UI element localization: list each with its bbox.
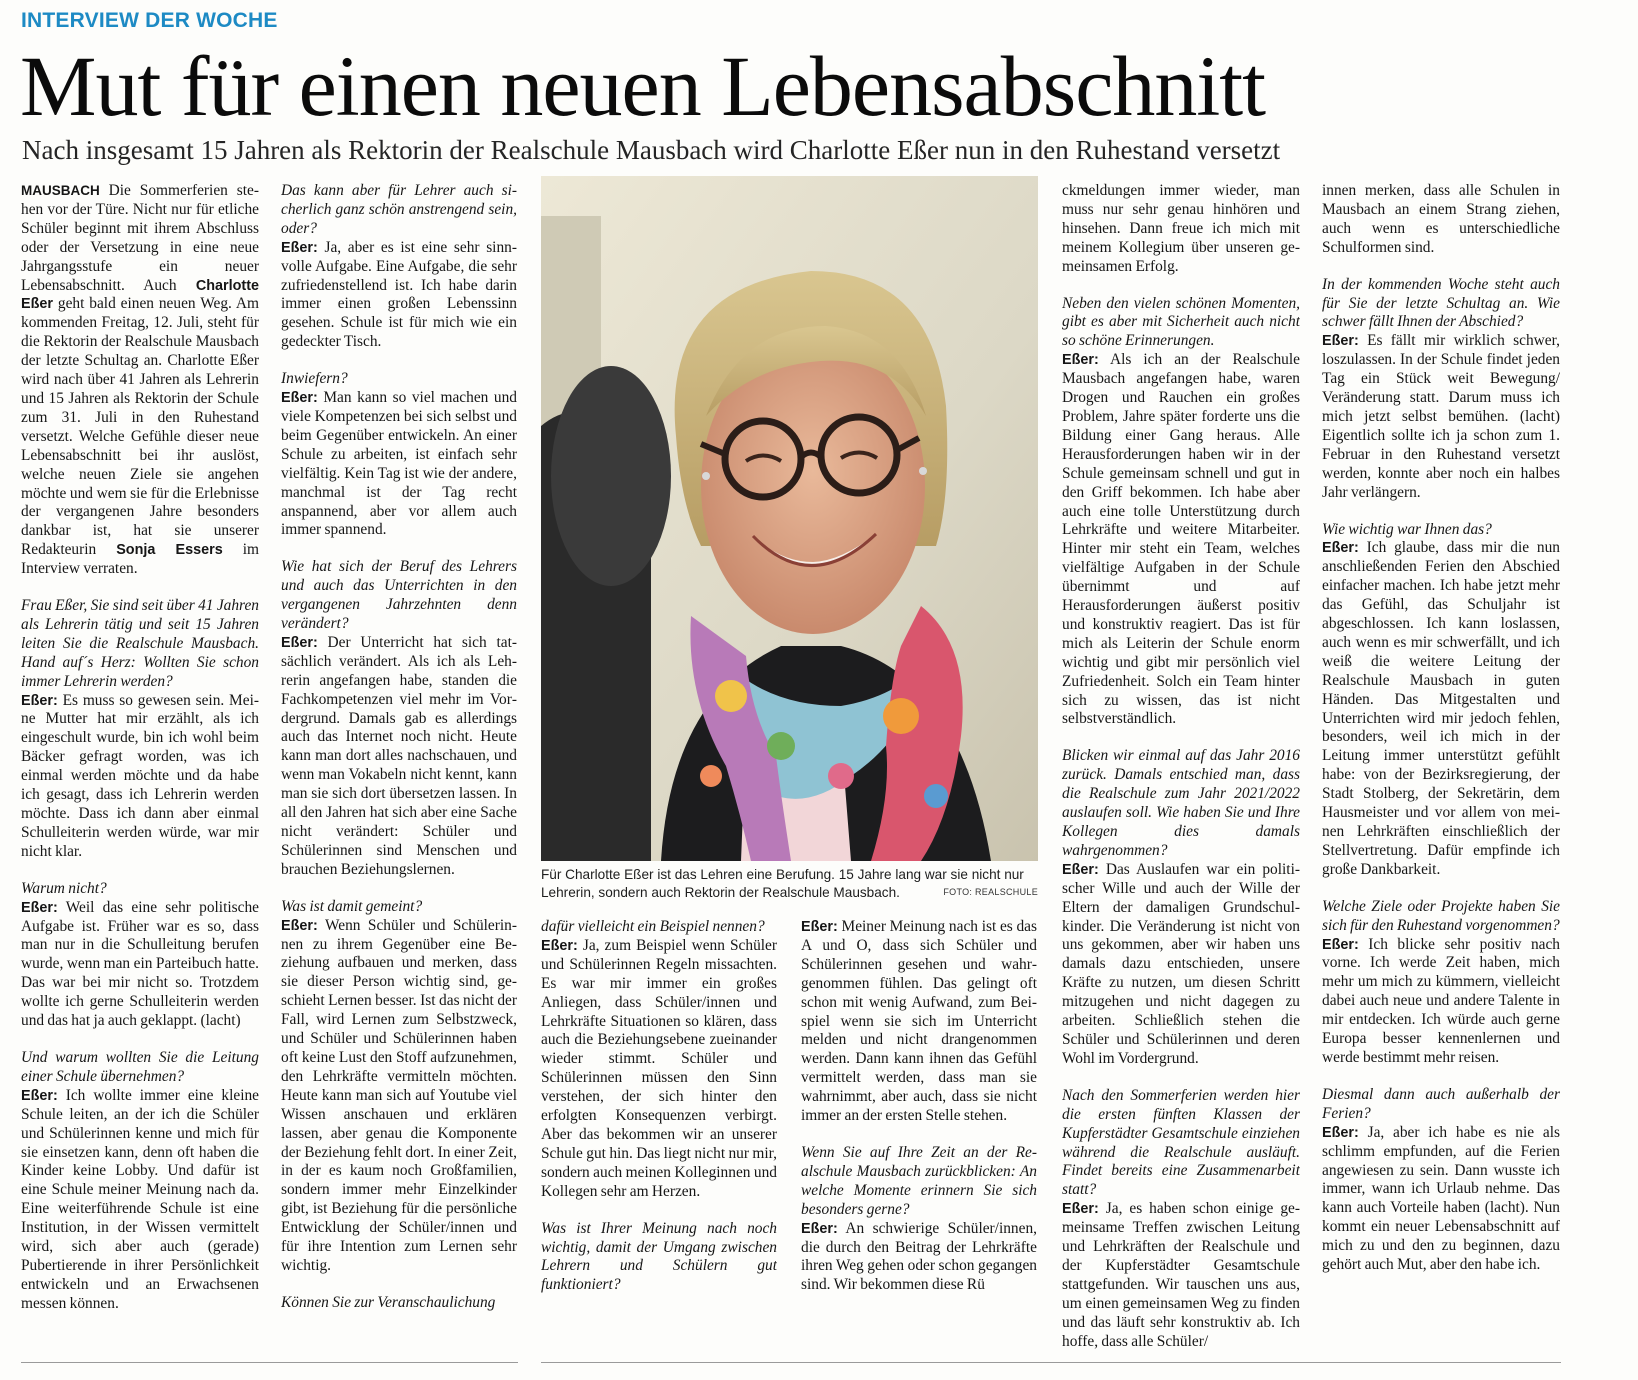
answer: Eßer: Es muss so gewesen sein. Meine Mutter hat mir erzählt, als ich eingeschult wurde, bin ich wohl beim Bäcker gefragt worden, was ich einmal werden möchte und da habe ich gesagt, dass ich Lehrerin werden möchte. Dass ich dann aber einmal Schulleiterin werden würde, war mir nicht klar.	[21, 691, 259, 860]
subheadline: Nach insgesamt 15 Jahren als Rektorin der Realschule Mausbach wird Charlotte Eßer nun in den Ruhestand versetzt	[22, 135, 1281, 165]
article-column-2	[281, 182, 517, 1360]
question: Was ist Ihrer Meinung nach noch wichtig, damit der Umgang zwischen Lehrern und Schülern gut funktioniert?	[541, 1219, 777, 1294]
answer: Eßer: Meiner Meinung nach ist es das A und O, dass sich Schüler und Schülerinnen gesehen und wahrgenommen fühlen. Das gelingt oft schon mit wenig Aufwand, zum Beispiel wenn sie sich im Unterricht melden und nicht drangenommen werden. Dann kann ihnen das Gefühl vermittelt werden, dass man sie wahrnimmt, aber auch, dass sie nicht immer an der ersten Stelle stehen.	[801, 918, 1037, 1125]
answer: Eßer: Das Auslaufen war ein politischer Wille und auch der Wille der Eltern der damaligen Grundschulkinder. Die Veränderung ist nicht von uns gekommen, aber wir haben uns damals dazu entschieden, unsere Kräfte zu nutzen, um diesen Schritt mitzugehen und nicht dagegen zu arbeiten. Schließlich stehen die Schüler und Schülerinnen und deren Wohl im Vordergrund.	[1062, 860, 1300, 1067]
speaker-label: Eßer:	[21, 899, 58, 916]
speaker-label: Eßer:	[1322, 1124, 1359, 1141]
article-column-6	[1322, 182, 1560, 1360]
portrait-photo	[541, 176, 1038, 861]
question: Was ist damit gemeint?	[281, 897, 423, 915]
question: Und warum wollten Sie die Leitung einer Schule übernehmen?	[21, 1048, 259, 1085]
bottom-rule	[541, 1362, 1561, 1363]
person-name: Charlotte Eßer	[21, 277, 259, 313]
article-column-1	[21, 182, 259, 1360]
photo-caption	[541, 866, 1038, 902]
question: Nach den Sommerferien werden hier die ersten fünften Klassen der Kupferstädter Gesamtschule einziehen während die Realschule ausläuft. Findet bereits eine Zusammenarbeit statt?	[1062, 1086, 1300, 1199]
question-end: dafür vielleicht ein Beispiel nennen?	[541, 918, 765, 935]
answer-continued: innen merken, dass alle Schulen in Mausbach an einem Strang ziehen, auch wenn es unterschiedliche Schulformen sind.	[1322, 182, 1560, 256]
question: In der kommenden Woche steht auch für Sie der letzte Schultag an. Wie schwer fällt Ihnen der Abschied?	[1322, 275, 1560, 331]
speaker-label: Eßer:	[541, 937, 578, 954]
question: Blicken wir einmal auf das Jahr 2016 zurück. Damals entschied man, dass die Realschule zum Jahr 2021/2022 auslaufen soll. Wie haben Sie und Ihre Kollegen dies damals wahrgenommen?	[1062, 747, 1300, 859]
speaker-label: Eßer:	[1062, 861, 1099, 878]
portrait-illustration	[541, 176, 1038, 861]
answer: Eßer: An schwierige Schüler/innen, die durch den Beitrag der Lehrkräfte ihren Weg gehen oder schon gegangen sind. Wir bekommen diese Rü	[801, 1219, 1037, 1294]
bottom-rule	[21, 1362, 518, 1363]
question: Warum nicht?	[21, 879, 107, 897]
answer: Eßer: Als ich an der Realschule Mausbach angefangen habe, waren Drogen und Rauchen ein großes Problem, Jahre später forderte uns die Bildung einer Gang heraus. Alle Herausforderungen haben wir in der Schule gemeinsam schnell und gut in den Griff bekommen. Ich habe aber auch eine tolle Unterstützung durch Lehrkräfte und weitere Mitarbeiter. Hinter mir steht ein Team, welches vielfältige Aufgaben in der Schule übernimmt und auf Herausforderungen äußerst positiv und konstruktiv reagiert. Das ist für mich als Leiterin der Schule enorm wichtig und gibt mir persönlich viel Zufriedenheit. Solch ein Team hinter sich zu wissen, das ist nicht selbstverständlich.	[1062, 351, 1300, 728]
answer: Eßer: Ich wollte immer eine kleine Schule leiten, an der ich die Schüler und Schülerinnen kenne und mich für sie einsetzen kann, denn oft haben die Kinder keine Lobby. Und dafür ist eine Schule meiner Meinung nach da. Eine weiterführende Schule ist eine Institution, in der Wissen vermittelt wird, sich aber auch (gerade) Pubertierende in ihrer Persönlichkeit entwickeln und an Erwachsenen messen können.	[21, 1086, 259, 1312]
question: Wie wichtig war Ihnen das?	[1322, 520, 1492, 538]
caption-text: Für Charlotte Eßer ist das Lehren eine Berufung. 15 Jahre lang war sie nicht nur Lehrerin, sondern auch Rektorin der Realschule Mausbach.	[541, 867, 1024, 900]
answer: Eßer: Wenn Schüler und Schülerinnen zu ihrem Gegenüber eine Beziehung aufbauen und merken, dass sie dieser Person wichtig sind, geschieht Lernen besser. Ist das nicht der Fall, wird Lernen zum Selbstzweck, und Schüler und Schülerinnen haben oft keine Lust den Stoff aufzunehmen, den Lehrkräfte vermitteln möchten. Heute kann man sich auf Youtube viel Wissen anschauen und erklären lassen, aber genau die Komponente der Beziehung fehlt dort. In einer Zeit, in der es kaum noch Großfamilien, sondern immer mehr Einzelkinder gibt, ist Beziehung für die persönliche Entwicklung der Schüler/innen und für ihre Intention zum Lernen sehr wichtig.	[281, 916, 517, 1274]
headline: Mut für einen neuen Lebensabschnitt	[20, 38, 1266, 134]
question: Inwiefern?	[281, 370, 348, 388]
article-column-5	[1062, 182, 1300, 1360]
answer: Eßer: Ja, aber es ist eine sehr sinnvolle Aufgabe. Eine Aufgabe, die sehr zufriedenstellend ist. Ich habe darin immer einen großen Lebenssinn gesehen. Schule ist für mich wie ein gedeckter Tisch.	[281, 238, 517, 351]
speaker-label: Eßer:	[281, 239, 318, 256]
answer: Eßer: Weil das eine sehr politische Aufgabe ist. Früher war es so, dass man nur in die Schulleitung berufen wurde, wenn man ein Parteibuch hatte. Das war bei mir nicht so. Trotzdem wollte ich gerne Schulleiterin werden und das hat ja auch geklappt. (lacht)	[21, 898, 259, 1030]
speaker-label: Eßer:	[1062, 352, 1099, 369]
section-kicker: INTERVIEW DER WOCHE	[21, 9, 278, 32]
author-name: Sonja Essers	[116, 542, 223, 559]
answer: Eßer: Der Unterricht hat sich tatsächlich verändert. Als ich als Lehrerin angefangen habe, standen die Fachkompetenzen viel mehr im Vordergrund. Damals gab es allerdings auch das Internet noch nicht. Heute kann man dort alles nachschauen, und wenn man Vokabeln nicht kennt, kann man sie sich dort übersetzen lassen. In all den Jahren hat sich aber eine Sache nicht verändert: Schüler und Schülerinnen sind Menschen und brauchen Beziehungslernen.	[281, 633, 517, 878]
speaker-label: Eßer:	[281, 390, 318, 407]
speaker-label: Eßer:	[21, 1087, 58, 1104]
article-column-3	[541, 918, 777, 1360]
question-start: Können Sie zur Veranschaulichung	[281, 1293, 496, 1311]
question: Frau Eßer, Sie sind seit über 41 Jahren als Lehrerin tätig und seit 15 Jahren leiten Sie die Realschule Mausbach. Hand auf´s Herz: Wollten Sie schon immer Lehrerin werden?	[21, 597, 259, 690]
answer-continued: ckmeldungen immer wieder, man muss nur sehr genau hinhören und hinsehen. Dann freue ich mich mit meinem Kollegium über unseren gemeinsamen Erfolg.	[1062, 182, 1300, 275]
speaker-label: Eßer:	[801, 1220, 838, 1237]
intro-paragraph: MAUSBACH Die Sommerferien stehen vor der Türe. Nicht nur für etliche Schüler beginnt mit ihrem Abschluss oder der Versetzung in eine neue Jahrgangsstufe ein neuer Lebensabschnitt. Auch Charlotte Eßer geht bald einen neuen Weg. Am kommenden Freitag, 12. Juli, steht für die Rektorin der Realschule Mausbach der letzte Schultag an. Charlotte Eßer wird nach über 41 Jahren als Lehrerin und 15 Jahren als Rektorin der Schule zum 31. Juli in den Ruhestand versetzt. Welche Gefühle dieser neue Lebensabschnitt bei ihr auslöst, welche neuen Ziele sie angehen möchte und wem sie für die Erlebnisse der vergangenen Jahre besonders dankbar ist, hat sie unserer Redakteurin Sonja Essers im Interview verraten.	[21, 182, 259, 578]
question: Welche Ziele oder Projekte haben Sie sich für den Ruhestand vorgenommen?	[1322, 897, 1560, 934]
article-column-4	[801, 918, 1037, 1360]
speaker-label: Eßer:	[21, 692, 58, 709]
speaker-label: Eßer:	[281, 917, 318, 934]
answer: Eßer: Man kann so viel machen und viele Kompetenzen bei sich selbst und beim Gegenüber entwickeln. An einer Schule zu arbeiten, ist einfach sehr vielfältig. Kein Tag ist wie der andere, manchmal ist der Tag recht anspannend, aber vor allem auch immer spannend.	[281, 389, 517, 539]
speaker-label: Eßer:	[801, 919, 838, 935]
speaker-label: Eßer:	[1062, 1201, 1099, 1218]
question: Neben den vielen schönen Momenten, gibt es aber mit Sicherheit auch nicht so schöne Erinnerungen.	[1062, 294, 1300, 350]
answer: Eßer: Ich blicke sehr positiv nach vorne. Ich werde Zeit haben, mich mehr um mich zu kümmern, vielleicht dabei auch neue und andere Talente in mir entdecken. Ich würde auch gerne Europa besser kennenlernen und werde bestimmt mehr reisen.	[1322, 935, 1560, 1066]
question: Das kann aber für Lehrer auch sicherlich ganz schön anstrengend sein, oder?	[281, 182, 517, 237]
answer: Eßer: Ja, zum Beispiel wenn Schüler und Schülerinnen Regeln missachten. Es war mir immer ein großes Anliegen, dass Schüler/innen und Lehrkräfte Situationen so klären, dass auch die Beziehungsebene zueinander wieder stimmt. Schüler und Schülerinnen müssen den Sinn verstehen, der sich hinter den erfolgten Konsequenzen verbirgt. Aber das bekommen wir an unserer Schule gut hin. Das liegt nicht nur mir, sondern auch meinen Kolleginnen und Kollegen sehr am Herzen.	[541, 936, 777, 1200]
speaker-label: Eßer:	[1322, 540, 1359, 557]
speaker-label: Eßer:	[281, 634, 318, 651]
speaker-label: Eßer:	[1322, 936, 1359, 953]
dateline: MAUSBACH	[21, 183, 100, 198]
photo-credit: FOTO: REALSCHULE	[943, 887, 1038, 897]
answer: Eßer: Ich glaube, dass mir die nun anschließenden Ferien den Abschied einfacher machen. Ich habe jetzt mehr das Gefühl, das Schuljahr ist abgeschlossen. Ich kann loslassen, auch wenn es mir schwerfällt, und ich weiß die weitere Leitung der Realschule Mausbach in guten Händen. Das Mitgestalten und Unterrichten wird mir jedoch fehlen, besonders, weil ich mich in der Leitung immer unterstützt gefühlt habe: von der Bezirksregierung, der Stadt Stolberg, der Sekretärin, dem Hausmeister und vor allem von meinen Lehrkräften einschließlich der Stellvertretung. Dafür empfinde ich große Dankbarkeit.	[1322, 539, 1560, 878]
question: Wie hat sich der Beruf des Lehrers und auch das Unterrichten in den vergangenen Jahrzehnten denn verändert?	[281, 558, 517, 633]
answer: Eßer: Ja, es haben schon einige gemeinsame Treffen zwischen Leitung und Lehrkräften der Realschule und der Kupferstädter Gesamtschule stattgefunden. Wir tauschen uns aus, um einen gemeinsamen Weg zu finden und das läuft sehr konstruktiv ab. Ich hoffe, dass alle Schüler/	[1062, 1200, 1300, 1350]
answer: Eßer: Es fällt mir wirklich schwer, loszulassen. In der Schule findet jeden Tag ein Stück weit Bewegung/ Veränderung statt. Darum muss ich mich jetzt selbst bemühen. (lacht) Eigentlich sollte ich ja schon zum 1. Februar in den Ruhestand versetzt werden, konnte aber noch ein halbes Jahr verlängern.	[1322, 332, 1560, 501]
speaker-label: Eßer:	[1322, 333, 1359, 350]
answer: Eßer: Ja, aber ich habe es nie als schlimm empfunden, auf die Ferien angewiesen zu sein. Dann wusste ich immer, wann ich Urlaub nehme. Das kann auch Vorteile haben (lacht). Nun kommt ein neuer Lebensabschnitt auf mich zu und den zu beginnen, dazu gehört auch Mut, aber den habe ich.	[1322, 1123, 1560, 1274]
question: Wenn Sie auf Ihre Zeit an der Realschule Mausbach zurückblicken: An welche Momente erinnern Sie sich besonders gerne?	[801, 1143, 1037, 1218]
question: Diesmal dann auch außerhalb der Ferien?	[1322, 1085, 1560, 1122]
